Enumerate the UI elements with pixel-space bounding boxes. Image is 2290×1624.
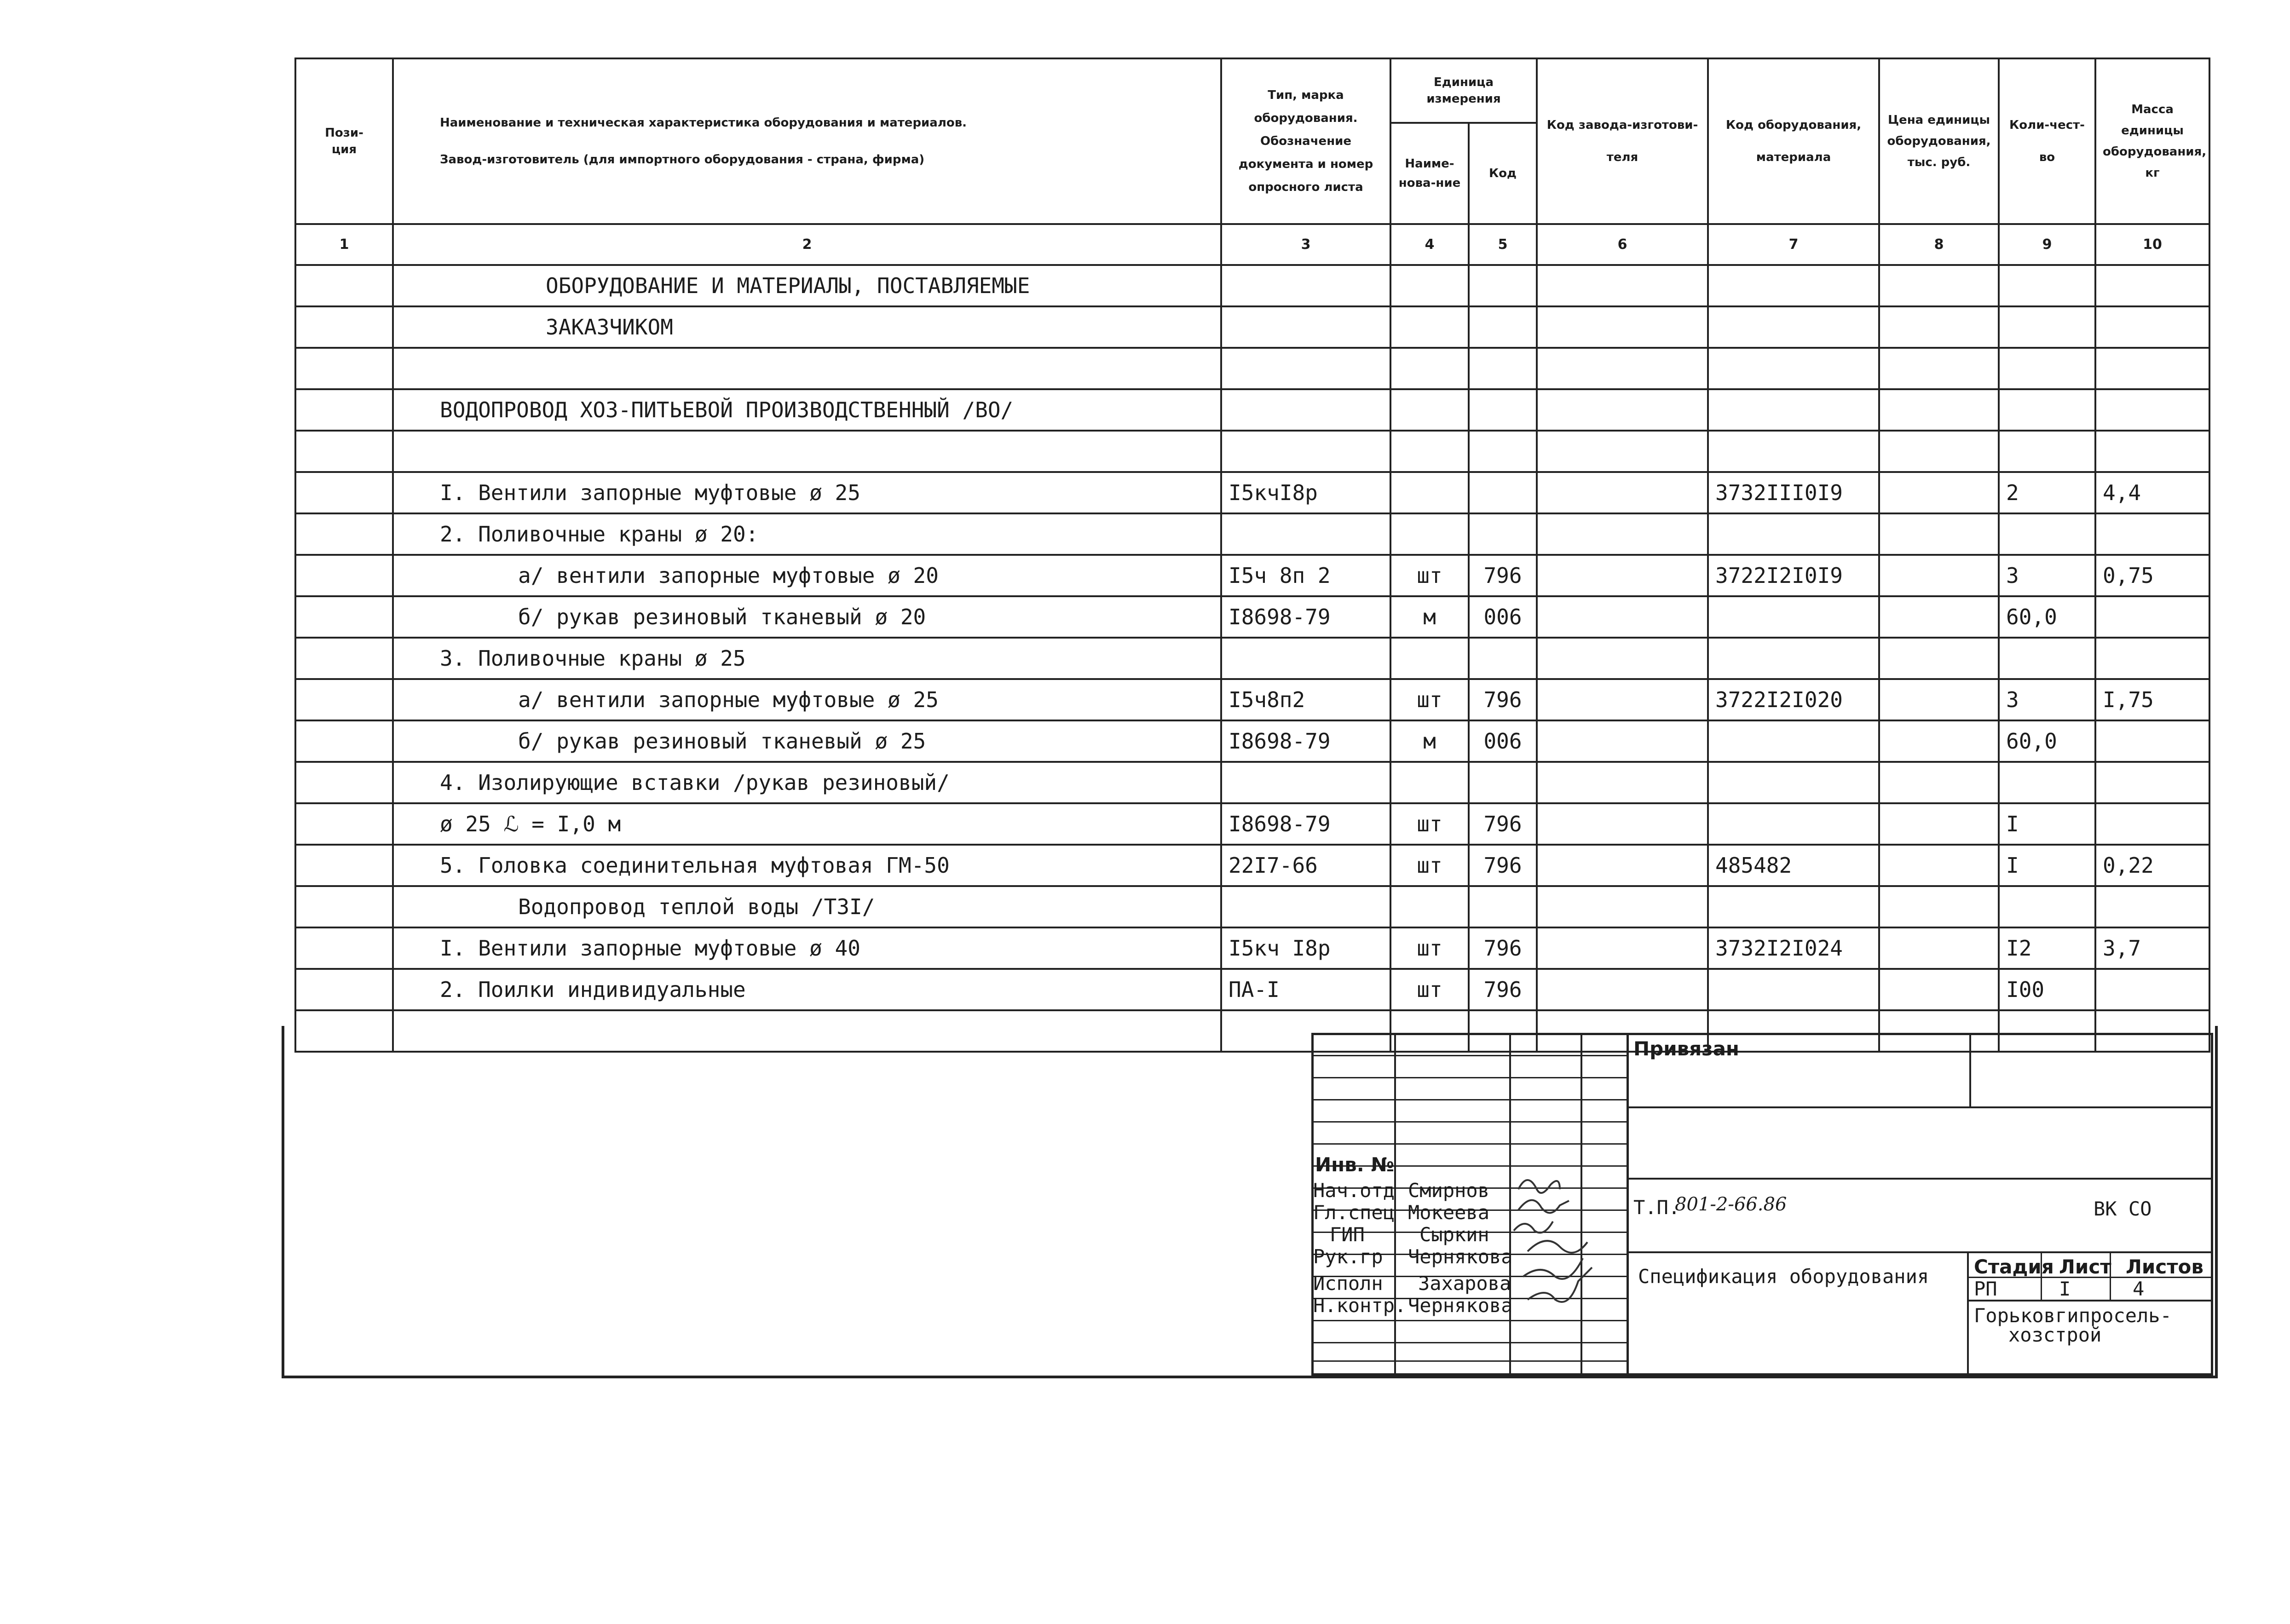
cell-pos: [295, 886, 393, 927]
column-number-6: 6: [1537, 224, 1708, 265]
cell-pos: [295, 803, 393, 845]
table-row: [295, 886, 2209, 927]
cell-pos: [295, 389, 393, 431]
person-1: Смирнов: [1408, 1179, 1490, 1202]
header-position: Пози- ция: [295, 58, 393, 224]
person-5: Захарова: [1418, 1272, 1511, 1295]
cell-price: [1879, 886, 1999, 927]
cell-pos: [295, 306, 393, 348]
cell-mass: [2095, 389, 2209, 431]
cell-mass: [2095, 886, 2209, 927]
cell-unit: [1390, 472, 1469, 513]
cell-qty: 60,0: [1999, 720, 2095, 762]
table-row: [295, 969, 2209, 1010]
cell-type: I5ч8п2: [1221, 679, 1390, 720]
cell-unit: [1390, 886, 1469, 927]
cell-pos: [295, 348, 393, 389]
cell-mat: [1708, 431, 1879, 472]
header-unit-name: Наиме-нова-ние: [1390, 123, 1469, 224]
privyazan-label: Привязан: [1633, 1037, 1739, 1060]
cell-price: [1879, 472, 1999, 513]
cell-pos: [295, 431, 393, 472]
cell-code: 796: [1469, 845, 1537, 886]
cell-code: 006: [1469, 596, 1537, 638]
cell-price: [1879, 845, 1999, 886]
table-row: [295, 348, 2209, 389]
cell-unit: шт: [1390, 679, 1469, 720]
cell-mat: [1708, 803, 1879, 845]
cell-prod: [1537, 969, 1708, 1010]
table-row: [295, 596, 2209, 638]
cell-code: [1469, 431, 1537, 472]
cell-name: ЗАКАЗЧИКОМ: [393, 306, 1221, 348]
cell-code: [1469, 389, 1537, 431]
table-row: [295, 803, 2209, 845]
cell-type: I8698-79: [1221, 720, 1390, 762]
cell-unit: шт: [1390, 803, 1469, 845]
cell-mass: 3,7: [2095, 927, 2209, 969]
cell-name: Водопровод теплой воды /Т3I/: [393, 886, 1221, 927]
person-2: Мокеева: [1408, 1201, 1490, 1224]
cell-code: [1469, 306, 1537, 348]
cell-price: [1879, 555, 1999, 596]
cell-prod: [1537, 845, 1708, 886]
cell-mass: [2095, 348, 2209, 389]
cell-unit: [1390, 638, 1469, 679]
cell-prod: [1537, 720, 1708, 762]
cell-type: [1221, 638, 1390, 679]
cell-qty: 2: [1999, 472, 2095, 513]
cell-mat: [1708, 969, 1879, 1010]
role-2: Гл.спец: [1313, 1201, 1395, 1224]
column-number-7: 7: [1708, 224, 1879, 265]
cell-mat: 485482: [1708, 845, 1879, 886]
cell-name: [393, 348, 1221, 389]
cell-mass: [2095, 596, 2209, 638]
cell-prod: [1537, 596, 1708, 638]
cell-type: [1221, 348, 1390, 389]
cell-prod: [1537, 803, 1708, 845]
cell-prod: [1537, 762, 1708, 803]
cell-mat: 3722I2I0I9: [1708, 555, 1879, 596]
cell-code: 796: [1469, 969, 1537, 1010]
cell-name: 5. Головка соединительная муфтовая ГМ-50: [393, 845, 1221, 886]
cell-prod: [1537, 886, 1708, 927]
cell-mass: [2095, 638, 2209, 679]
cell-code: [1469, 513, 1537, 555]
cell-code: [1469, 638, 1537, 679]
cell-type: [1221, 431, 1390, 472]
cell-pos: [295, 969, 393, 1010]
cell-prod: [1537, 513, 1708, 555]
header-material-code: Код оборудования, материала: [1708, 58, 1879, 224]
cell-name: ОБОРУДОВАНИЕ И МАТЕРИАЛЫ, ПОСТАВЛЯЕМЫЕ: [393, 265, 1221, 306]
column-numbers: [295, 224, 2209, 265]
column-number-5: 5: [1469, 224, 1537, 265]
cell-unit: м: [1390, 720, 1469, 762]
cell-price: [1879, 762, 1999, 803]
header-price: Цена единицы оборудования, тыс. руб.: [1879, 58, 1999, 224]
cell-mat: 3722I2I020: [1708, 679, 1879, 720]
cell-mass: 0,22: [2095, 845, 2209, 886]
cell-pos: [295, 513, 393, 555]
header-unit-code: Код: [1469, 123, 1537, 224]
cell-price: [1879, 803, 1999, 845]
table-row: [295, 762, 2209, 803]
column-number-4: 4: [1390, 224, 1469, 265]
stage-value: РП: [1974, 1278, 1997, 1300]
cell-pos: [295, 265, 393, 306]
table-row: [295, 431, 2209, 472]
document-mark: ВК СО: [2094, 1198, 2152, 1220]
cell-type: ПА-I: [1221, 969, 1390, 1010]
header-unit: Единица измерения: [1390, 58, 1537, 123]
cell-prod: [1537, 389, 1708, 431]
role-4: Рук.гр: [1313, 1245, 1383, 1268]
cell-type: [1221, 762, 1390, 803]
project-prefix: Т.П.: [1633, 1196, 1680, 1219]
cell-qty: I2: [1999, 927, 2095, 969]
cell-unit: [1390, 389, 1469, 431]
cell-price: [1879, 679, 1999, 720]
cell-mat: [1708, 596, 1879, 638]
cell-pos: [295, 927, 393, 969]
cell-pos: [295, 679, 393, 720]
cell-name: ø 25 ℒ = I,0 м: [393, 803, 1221, 845]
cell-qty: I00: [1999, 969, 2095, 1010]
cell-name: б/ рукав резиновый тканевый ø 20: [393, 596, 1221, 638]
table-row: [295, 306, 2209, 348]
cell-mat: [1708, 265, 1879, 306]
cell-qty: I: [1999, 845, 2095, 886]
column-number-1: 1: [295, 224, 393, 265]
table-row: [295, 638, 2209, 679]
organization-line-2: хозстрой: [2008, 1324, 2102, 1346]
header-mass: Масса единицы оборудования, кг: [2095, 58, 2209, 224]
sheet-label: Лист: [2059, 1255, 2111, 1278]
table-row: [295, 679, 2209, 720]
cell-mass: 4,4: [2095, 472, 2209, 513]
cell-qty: [1999, 513, 2095, 555]
header-producer-code: Код завода-изготови-теля: [1537, 58, 1708, 224]
sheet-value: I: [2059, 1278, 2071, 1300]
cell-mat: [1708, 638, 1879, 679]
cell-code: [1469, 886, 1537, 927]
inventory-number-label: Инв. №: [1315, 1153, 1394, 1176]
table-row: [295, 927, 2209, 969]
cell-pos: [295, 638, 393, 679]
table-row: [295, 513, 2209, 555]
cell-mat: [1708, 886, 1879, 927]
cell-name: [393, 431, 1221, 472]
cell-price: [1879, 348, 1999, 389]
cell-pos: [295, 555, 393, 596]
column-number-9: 9: [1999, 224, 2095, 265]
cell-pos: [295, 472, 393, 513]
cell-type: [1221, 513, 1390, 555]
cell-qty: 3: [1999, 555, 2095, 596]
cell-code: [1469, 348, 1537, 389]
cell-unit: [1390, 431, 1469, 472]
column-number-2: 2: [393, 224, 1221, 265]
cell-prod: [1537, 348, 1708, 389]
specification-table: [294, 58, 2210, 1053]
cell-qty: [1999, 265, 2095, 306]
cell-prod: [1537, 638, 1708, 679]
cell-prod: [1537, 472, 1708, 513]
cell-qty: [1999, 762, 2095, 803]
cell-price: [1879, 306, 1999, 348]
table-row: [295, 555, 2209, 596]
cell-price: [1879, 389, 1999, 431]
cell-name: а/ вентили запорные муфтовые ø 25: [393, 679, 1221, 720]
cell-type: I5ч 8п 2: [1221, 555, 1390, 596]
cell-mat: [1708, 720, 1879, 762]
project-code: 801-2-66.86: [1675, 1194, 1787, 1215]
cell-price: [1879, 265, 1999, 306]
cell-mass: [2095, 762, 2209, 803]
cell-qty: [1999, 306, 2095, 348]
cell-mass: [2095, 431, 2209, 472]
cell-mat: 3732I2I024: [1708, 927, 1879, 969]
cell-code: [1469, 762, 1537, 803]
cell-mass: [2095, 265, 2209, 306]
cell-code: 006: [1469, 720, 1537, 762]
title-block: [1311, 1033, 2213, 1376]
cell-mass: [2095, 720, 2209, 762]
person-3: Сыркин: [1419, 1223, 1489, 1246]
cell-prod: [1537, 927, 1708, 969]
cell-code: [1469, 265, 1537, 306]
table-row: [295, 265, 2209, 306]
cell-pos: [295, 596, 393, 638]
cell-code: 796: [1469, 803, 1537, 845]
cell-qty: 60,0: [1999, 596, 2095, 638]
header-type: Тип, марка оборудования. Обозначение документа и номер опросного листа: [1221, 58, 1390, 224]
cell-pos: [295, 762, 393, 803]
cell-prod: [1537, 306, 1708, 348]
cell-name: 2. Поливочные краны ø 20:: [393, 513, 1221, 555]
stage-label: Стадия: [1974, 1255, 2054, 1278]
cell-type: I8698-79: [1221, 803, 1390, 845]
cell-qty: [1999, 389, 2095, 431]
cell-qty: [1999, 886, 2095, 927]
organization-line-1: Горьковгипросель-: [1974, 1304, 2172, 1327]
cell-qty: 3: [1999, 679, 2095, 720]
cell-mass: [2095, 513, 2209, 555]
cell-type: I5кчI8р: [1221, 472, 1390, 513]
document-title: Спецификация оборудования: [1638, 1265, 1929, 1288]
cell-name: ВОДОПРОВОД ХОЗ-ПИТЬЕВОЙ ПРОИЗВОДСТВЕННЫЙ /ВО/: [393, 389, 1221, 431]
table-row: [295, 720, 2209, 762]
cell-unit: [1390, 762, 1469, 803]
cell-unit: [1390, 265, 1469, 306]
cell-mass: [2095, 803, 2209, 845]
cell-type: [1221, 886, 1390, 927]
cell-unit: шт: [1390, 555, 1469, 596]
cell-qty: [1999, 638, 2095, 679]
cell-type: [1221, 306, 1390, 348]
cell-name: б/ рукав резиновый тканевый ø 25: [393, 720, 1221, 762]
cell-prod: [1537, 265, 1708, 306]
cell-price: [1879, 927, 1999, 969]
cell-code: 796: [1469, 927, 1537, 969]
table-header: [295, 58, 2209, 224]
column-number-8: 8: [1879, 224, 1999, 265]
cell-unit: м: [1390, 596, 1469, 638]
cell-name: 4. Изолирующие вставки /рукав резиновый/: [393, 762, 1221, 803]
cell-name: 3. Поливочные краны ø 25: [393, 638, 1221, 679]
cell-price: [1879, 513, 1999, 555]
cell-pos: [295, 845, 393, 886]
cell-pos: [295, 720, 393, 762]
cell-type: I8698-79: [1221, 596, 1390, 638]
column-number-10: 10: [2095, 224, 2209, 265]
cell-qty: [1999, 348, 2095, 389]
cell-name: 2. Поилки индивидуальные: [393, 969, 1221, 1010]
cell-unit: [1390, 306, 1469, 348]
cell-qty: [1999, 431, 2095, 472]
cell-price: [1879, 596, 1999, 638]
cell-unit: шт: [1390, 845, 1469, 886]
cell-name: I. Вентили запорные муфтовые ø 25: [393, 472, 1221, 513]
cell-price: [1879, 431, 1999, 472]
cell-type: I5кч I8р: [1221, 927, 1390, 969]
cell-mat: [1708, 513, 1879, 555]
signatures: [1509, 1171, 1661, 1318]
table-row: [295, 845, 2209, 886]
cell-price: [1879, 638, 1999, 679]
cell-type: [1221, 389, 1390, 431]
cell-type: 22I7-66: [1221, 845, 1390, 886]
role-5: Исполн: [1313, 1272, 1383, 1295]
cell-code: 796: [1469, 679, 1537, 720]
cell-mass: [2095, 969, 2209, 1010]
cell-type: [1221, 265, 1390, 306]
column-number-3: 3: [1221, 224, 1390, 265]
table-body: [295, 265, 2209, 1052]
role-3: ГИП: [1330, 1223, 1365, 1246]
person-6: Чернякова: [1408, 1294, 1513, 1317]
cell-mass: [2095, 306, 2209, 348]
cell-mat: [1708, 348, 1879, 389]
table-row: [295, 472, 2209, 513]
cell-qty: I: [1999, 803, 2095, 845]
role-6: Н.контр.: [1313, 1294, 1407, 1317]
table-row: [295, 389, 2209, 431]
cell-mass: 0,75: [2095, 555, 2209, 596]
cell-price: [1879, 720, 1999, 762]
person-4: Чернякова: [1408, 1245, 1513, 1268]
cell-mat: [1708, 389, 1879, 431]
cell-unit: шт: [1390, 969, 1469, 1010]
cell-unit: [1390, 513, 1469, 555]
header-name: Наименование и техническая характеристика оборудования и материалов. Завод-изготовитель (для импортного оборудования - страна, фирма): [393, 58, 1221, 224]
cell-name: I. Вентили запорные муфтовые ø 40: [393, 927, 1221, 969]
cell-mat: [1708, 306, 1879, 348]
cell-mass: I,75: [2095, 679, 2209, 720]
sheets-value: 4: [2133, 1278, 2145, 1300]
cell-code: 796: [1469, 555, 1537, 596]
cell-mat: [1708, 762, 1879, 803]
cell-unit: [1390, 348, 1469, 389]
header-quantity: Коли-чест-во: [1999, 58, 2095, 224]
role-1: Нач.отд: [1313, 1179, 1395, 1202]
cell-mat: 3732III0I9: [1708, 472, 1879, 513]
cell-prod: [1537, 431, 1708, 472]
cell-prod: [1537, 679, 1708, 720]
cell-price: [1879, 969, 1999, 1010]
cell-prod: [1537, 555, 1708, 596]
sheets-label: Листов: [2126, 1255, 2203, 1278]
cell-code: [1469, 472, 1537, 513]
cell-unit: шт: [1390, 927, 1469, 969]
cell-name: а/ вентили запорные муфтовые ø 20: [393, 555, 1221, 596]
